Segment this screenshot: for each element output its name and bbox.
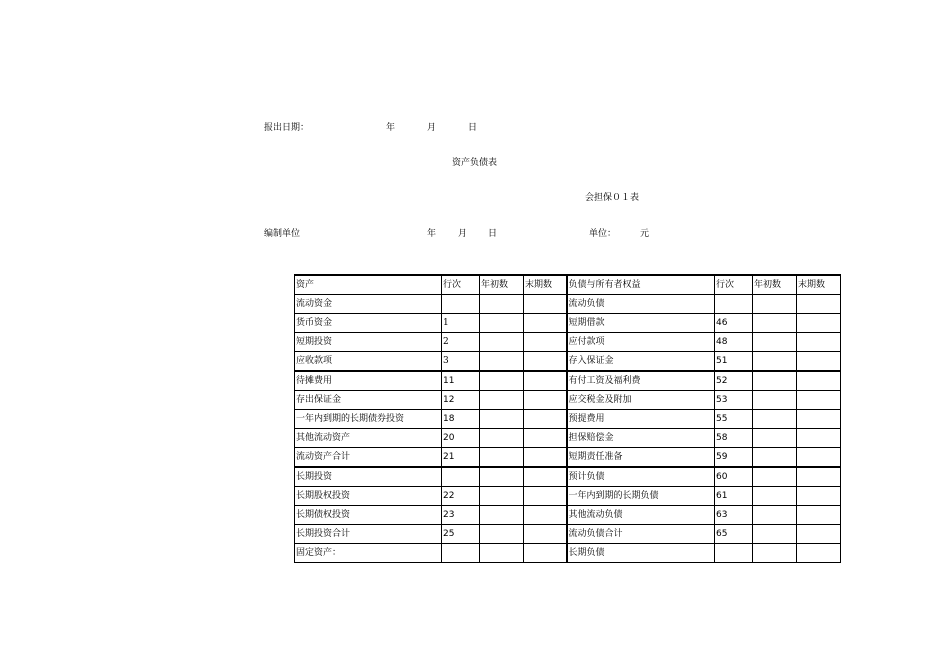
liability-line-cell: 61 [715,487,753,506]
asset-name-cell: 应收款项 [295,352,442,372]
liability-begin-cell [753,371,797,391]
asset-name-cell: 长期债权投资 [295,506,442,525]
liability-name-cell: 流动负债 [567,295,715,314]
report-day-label: 日 [468,123,478,133]
asset-begin-cell [480,333,524,352]
liability-line-cell: 55 [715,410,753,429]
liability-end-cell [797,448,841,468]
balance-sheet-table [294,274,841,563]
col-header-liability-end: 末期数 [797,275,841,295]
liability-line-cell: 51 [715,352,753,372]
liability-begin-cell [753,487,797,506]
col-header-liability: 负债与所有者权益 [567,275,715,295]
asset-name-cell: 一年内到期的长期债券投资 [295,410,442,429]
liability-line-cell: 48 [715,333,753,352]
asset-name-cell: 短期投资 [295,333,442,352]
liability-begin-cell [753,506,797,525]
asset-line-cell: 23 [442,506,480,525]
asset-end-cell [524,448,567,468]
liability-end-cell [797,467,841,487]
liability-begin-cell [753,448,797,468]
liability-name-cell: 预提费用 [567,410,715,429]
report-date-label: 报出日期： [264,123,310,133]
asset-line-cell: 11 [442,371,480,391]
asset-name-cell: 待摊费用 [295,371,442,391]
liability-end-cell [797,429,841,448]
asset-end-cell [524,525,567,544]
liability-line-cell [715,295,753,314]
asset-end-cell [524,467,567,487]
liability-name-cell: 有付工资及福利费 [567,371,715,391]
liability-name-cell: 长期负债 [567,544,715,563]
asset-name-cell: 其他流动资产 [295,429,442,448]
asset-name-cell: 长期股权投资 [295,487,442,506]
liability-begin-cell [753,525,797,544]
liability-end-cell [797,391,841,410]
table-row [295,544,841,563]
asset-begin-cell [480,467,524,487]
asset-begin-cell [480,544,524,563]
liability-end-cell [797,544,841,563]
table-header-row [295,275,841,295]
liability-begin-cell [753,429,797,448]
table-row [295,429,841,448]
liability-line-cell: 63 [715,506,753,525]
liability-line-cell: 46 [715,314,753,333]
table-row [295,295,841,314]
liability-end-cell [797,410,841,429]
table-row [295,352,841,372]
asset-line-cell: 22 [442,487,480,506]
liability-line-cell [715,544,753,563]
asset-line-cell: 12 [442,391,480,410]
asset-name-cell: 长期投资合计 [295,525,442,544]
unit-day-label: 日 [488,229,498,239]
liability-end-cell [797,333,841,352]
liability-name-cell: 应付款项 [567,333,715,352]
liability-end-cell [797,506,841,525]
asset-end-cell [524,352,567,372]
asset-line-cell [442,295,480,314]
asset-begin-cell [480,487,524,506]
report-year-label: 年 [386,123,396,133]
asset-end-cell [524,333,567,352]
table-row [295,487,841,506]
asset-begin-cell [480,525,524,544]
table-row [295,506,841,525]
table-row [295,314,841,333]
col-header-asset-end: 末期数 [524,275,567,295]
liability-name-cell: 流动负债合计 [567,525,715,544]
table-row [295,333,841,352]
liability-end-cell [797,371,841,391]
asset-line-cell [442,467,480,487]
asset-name-cell: 固定资产： [295,544,442,563]
asset-begin-cell [480,448,524,468]
page-title: 资产负债表 [452,158,498,168]
col-header-asset: 资产 [295,275,442,295]
asset-begin-cell [480,371,524,391]
asset-begin-cell [480,391,524,410]
table-row [295,525,841,544]
asset-name-cell: 流动资金 [295,295,442,314]
unit-org-label: 编制单位 [264,229,301,239]
liability-begin-cell [753,352,797,372]
asset-line-cell: 20 [442,429,480,448]
asset-begin-cell [480,410,524,429]
liability-end-cell [797,352,841,372]
liability-end-cell [797,487,841,506]
liability-begin-cell [753,391,797,410]
liability-begin-cell [753,410,797,429]
liability-name-cell: 应交税金及附加 [567,391,715,410]
liability-begin-cell [753,544,797,563]
liability-line-cell: 58 [715,429,753,448]
asset-end-cell [524,429,567,448]
table-row [295,391,841,410]
asset-line-cell: 2 [442,333,480,352]
asset-begin-cell [480,352,524,372]
liability-name-cell: 存入保证金 [567,352,715,372]
liability-name-cell: 其他流动负债 [567,506,715,525]
table-row [295,410,841,429]
asset-end-cell [524,391,567,410]
liability-begin-cell [753,314,797,333]
col-header-liability-begin: 年初数 [753,275,797,295]
report-month-label: 月 [427,123,437,133]
liability-name-cell: 预计负债 [567,467,715,487]
liability-line-cell: 53 [715,391,753,410]
asset-name-cell: 流动资产合计 [295,448,442,468]
table-row [295,467,841,487]
unit-label: 单位： [589,229,617,239]
asset-name-cell: 货币资金 [295,314,442,333]
asset-end-cell [524,410,567,429]
asset-line-cell: 21 [442,448,480,468]
asset-name-cell: 长期投资 [295,467,442,487]
unit-year-label: 年 [427,229,437,239]
table-row [295,448,841,468]
liability-begin-cell [753,333,797,352]
table-row [295,371,841,391]
asset-line-cell: 18 [442,410,480,429]
liability-name-cell: 短期责任准备 [567,448,715,468]
liability-name-cell: 担保赔偿金 [567,429,715,448]
asset-line-cell [442,544,480,563]
liability-name-cell: 短期借款 [567,314,715,333]
liability-end-cell [797,525,841,544]
liability-line-cell: 65 [715,525,753,544]
liability-line-cell: 60 [715,467,753,487]
currency-label: 元 [640,229,650,239]
col-header-asset-begin: 年初数 [480,275,524,295]
liability-begin-cell [753,295,797,314]
form-code: 会担保０１表 [585,193,640,203]
liability-line-cell: 59 [715,448,753,468]
asset-end-cell [524,371,567,391]
asset-begin-cell [480,506,524,525]
liability-begin-cell [753,467,797,487]
asset-line-cell: 3 [442,352,480,372]
liability-name-cell: 一年内到期的长期负债 [567,487,715,506]
asset-begin-cell [480,429,524,448]
asset-name-cell: 存出保证金 [295,391,442,410]
asset-begin-cell [480,295,524,314]
asset-end-cell [524,544,567,563]
liability-end-cell [797,295,841,314]
asset-end-cell [524,314,567,333]
asset-end-cell [524,487,567,506]
asset-end-cell [524,295,567,314]
liability-line-cell: 52 [715,371,753,391]
asset-line-cell: 25 [442,525,480,544]
asset-begin-cell [480,314,524,333]
col-header-liability-line: 行次 [715,275,753,295]
col-header-asset-line: 行次 [442,275,480,295]
liability-end-cell [797,314,841,333]
unit-month-label: 月 [458,229,468,239]
asset-line-cell: 1 [442,314,480,333]
asset-end-cell [524,506,567,525]
